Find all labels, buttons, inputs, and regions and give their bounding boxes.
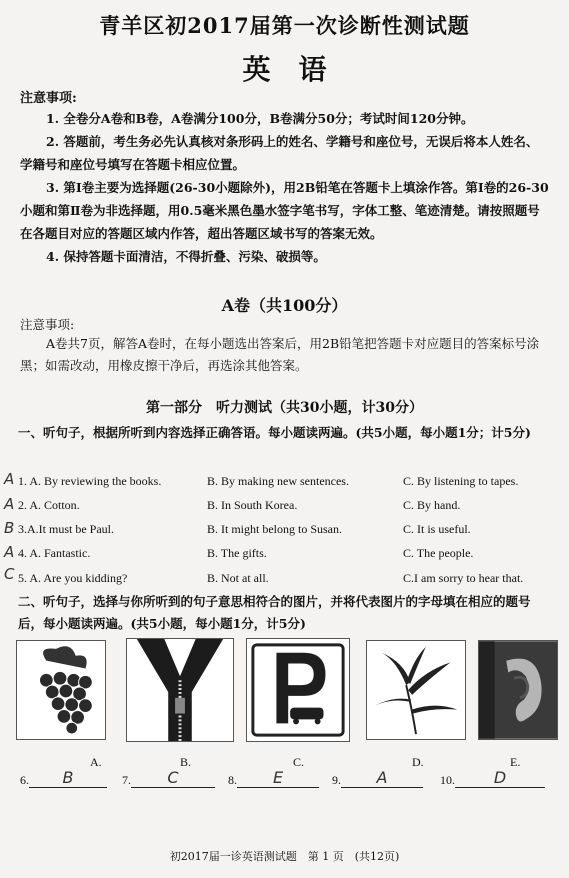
notice-heading: 注意事项: (20, 91, 77, 106)
option-c: C. By listening to tapes. (403, 474, 519, 488)
picture-a (16, 640, 106, 740)
q1-item-4 (0, 543, 569, 568)
answer-blank-9[interactable]: 9. A (332, 771, 423, 788)
q1-item-1 (0, 470, 569, 496)
grapes-icon (17, 641, 105, 739)
notice-item-3: 3. 第Ⅰ卷主要为选择题(26-30小题除外)，用2B铅笔在答题卡上填涂作答。第Ⅰ卷的26-30小题和第Ⅱ卷为非选择题，用0.5毫米黑色墨水签字笔书写，字体工整、笔迹清楚。请按照题号在各题目对应的答题区域内作答，超出答题区域书写的答案无效。 (20, 180, 549, 241)
option-c: C. It is useful. (403, 522, 471, 536)
answer-blank-10[interactable]: 10. D (440, 771, 545, 788)
option-a: 4. A. Fantastic. (18, 546, 91, 560)
bamboo-icon (367, 641, 465, 739)
option-c: C. The people. (403, 546, 474, 560)
question2-instruction: 二、听句子，选择与你所听到的句子意思相符合的图片，并将代表图片的字母填在相应的题号后，每小题读两遍。(共5小题，每小题1分，计5分) (18, 594, 531, 631)
handwritten-mark: A (4, 543, 15, 561)
answer-blank-6[interactable]: 6. B (20, 771, 107, 788)
exam-title: 青羊区初2017届第一次诊断性测试题 (99, 13, 470, 38)
picture-c (246, 638, 350, 742)
handwritten-mark: A (4, 495, 15, 513)
picture-label-b: B. (180, 755, 192, 769)
picture-label-e: E. (510, 755, 521, 769)
picture-d (366, 640, 466, 740)
notice-item-2: 2. 答题前，考生务必先认真核对条形码上的姓名、学籍号和座位号，无误后将本人姓名、学籍号和座位号填写在答题卡相应位置。 (20, 134, 539, 172)
option-a: 5. A. Are you kidding? (18, 571, 128, 585)
option-a: 1. A. By reviewing the books. (18, 474, 162, 488)
picture-e (478, 640, 558, 740)
handwritten-answer: B (62, 768, 74, 787)
section-a-notice-text: A卷共7页，解答A卷时，在每小题选出答案后，用2B铅笔把答题卡对应题目的答案标号涂黑；如需改动，用橡皮擦干净后，再选涂其他答案。 (20, 336, 540, 373)
option-a: 2. A. Cotton. (18, 498, 80, 512)
option-b: B. Not at all. (207, 571, 269, 585)
section-a-title: A卷（共100分） (221, 296, 348, 315)
option-b: B. It might belong to Susan. (207, 522, 342, 536)
option-b: B. In South Korea. (207, 498, 298, 512)
q1-item-3 (0, 519, 569, 544)
question1-instruction: 一、听句子，根据所听到内容选择正确答语。每小题读两遍。(共5小题，每小题1分；计5分) (18, 425, 531, 440)
section-a-notice-heading: 注意事项: (20, 317, 75, 332)
picture-label-a: A. (90, 755, 102, 769)
option-a: 3.A.It must be Paul. (18, 522, 114, 536)
notice-item-1: 1. 全卷分A卷和B卷，A卷满分100分，B卷满分50分；考试时间120分钟。 (46, 111, 474, 126)
ear-icon (479, 641, 557, 739)
picture-b (126, 638, 234, 742)
part1-title: 第一部分 听力测试（共30小题，计30分） (146, 400, 423, 416)
option-c: C.I am sorry to hear that. (403, 571, 524, 585)
q1-item-5 (0, 565, 569, 593)
subject-title: 英语 (242, 53, 355, 86)
picture-label-d: D. (412, 755, 424, 769)
handwritten-answer: D (493, 768, 507, 787)
handwritten-mark: C (4, 565, 15, 583)
zipper-icon (127, 639, 233, 741)
q1-item-2 (0, 495, 569, 520)
picture-label-c: C. (293, 755, 305, 769)
page-footer: 初2017届一诊英语测试题 第 1 页 (共12页) (169, 850, 400, 863)
answer-blank-7[interactable]: 7. C (122, 771, 215, 788)
option-b: B. The gifts. (207, 546, 267, 560)
handwritten-answer: A (376, 768, 388, 787)
handwritten-mark: B (4, 519, 15, 537)
parking-sign-icon (247, 639, 349, 741)
handwritten-answer: E (272, 768, 284, 787)
option-c: C. By hand. (403, 498, 461, 512)
option-b: B. By making new sentences. (207, 474, 349, 488)
handwritten-mark: A (4, 470, 15, 488)
notice-item-4: 4. 保持答题卡面清洁，不得折叠、污染、破损等。 (46, 249, 326, 264)
answer-blank-8[interactable]: 8. E (228, 771, 319, 788)
handwritten-answer: C (167, 768, 179, 787)
